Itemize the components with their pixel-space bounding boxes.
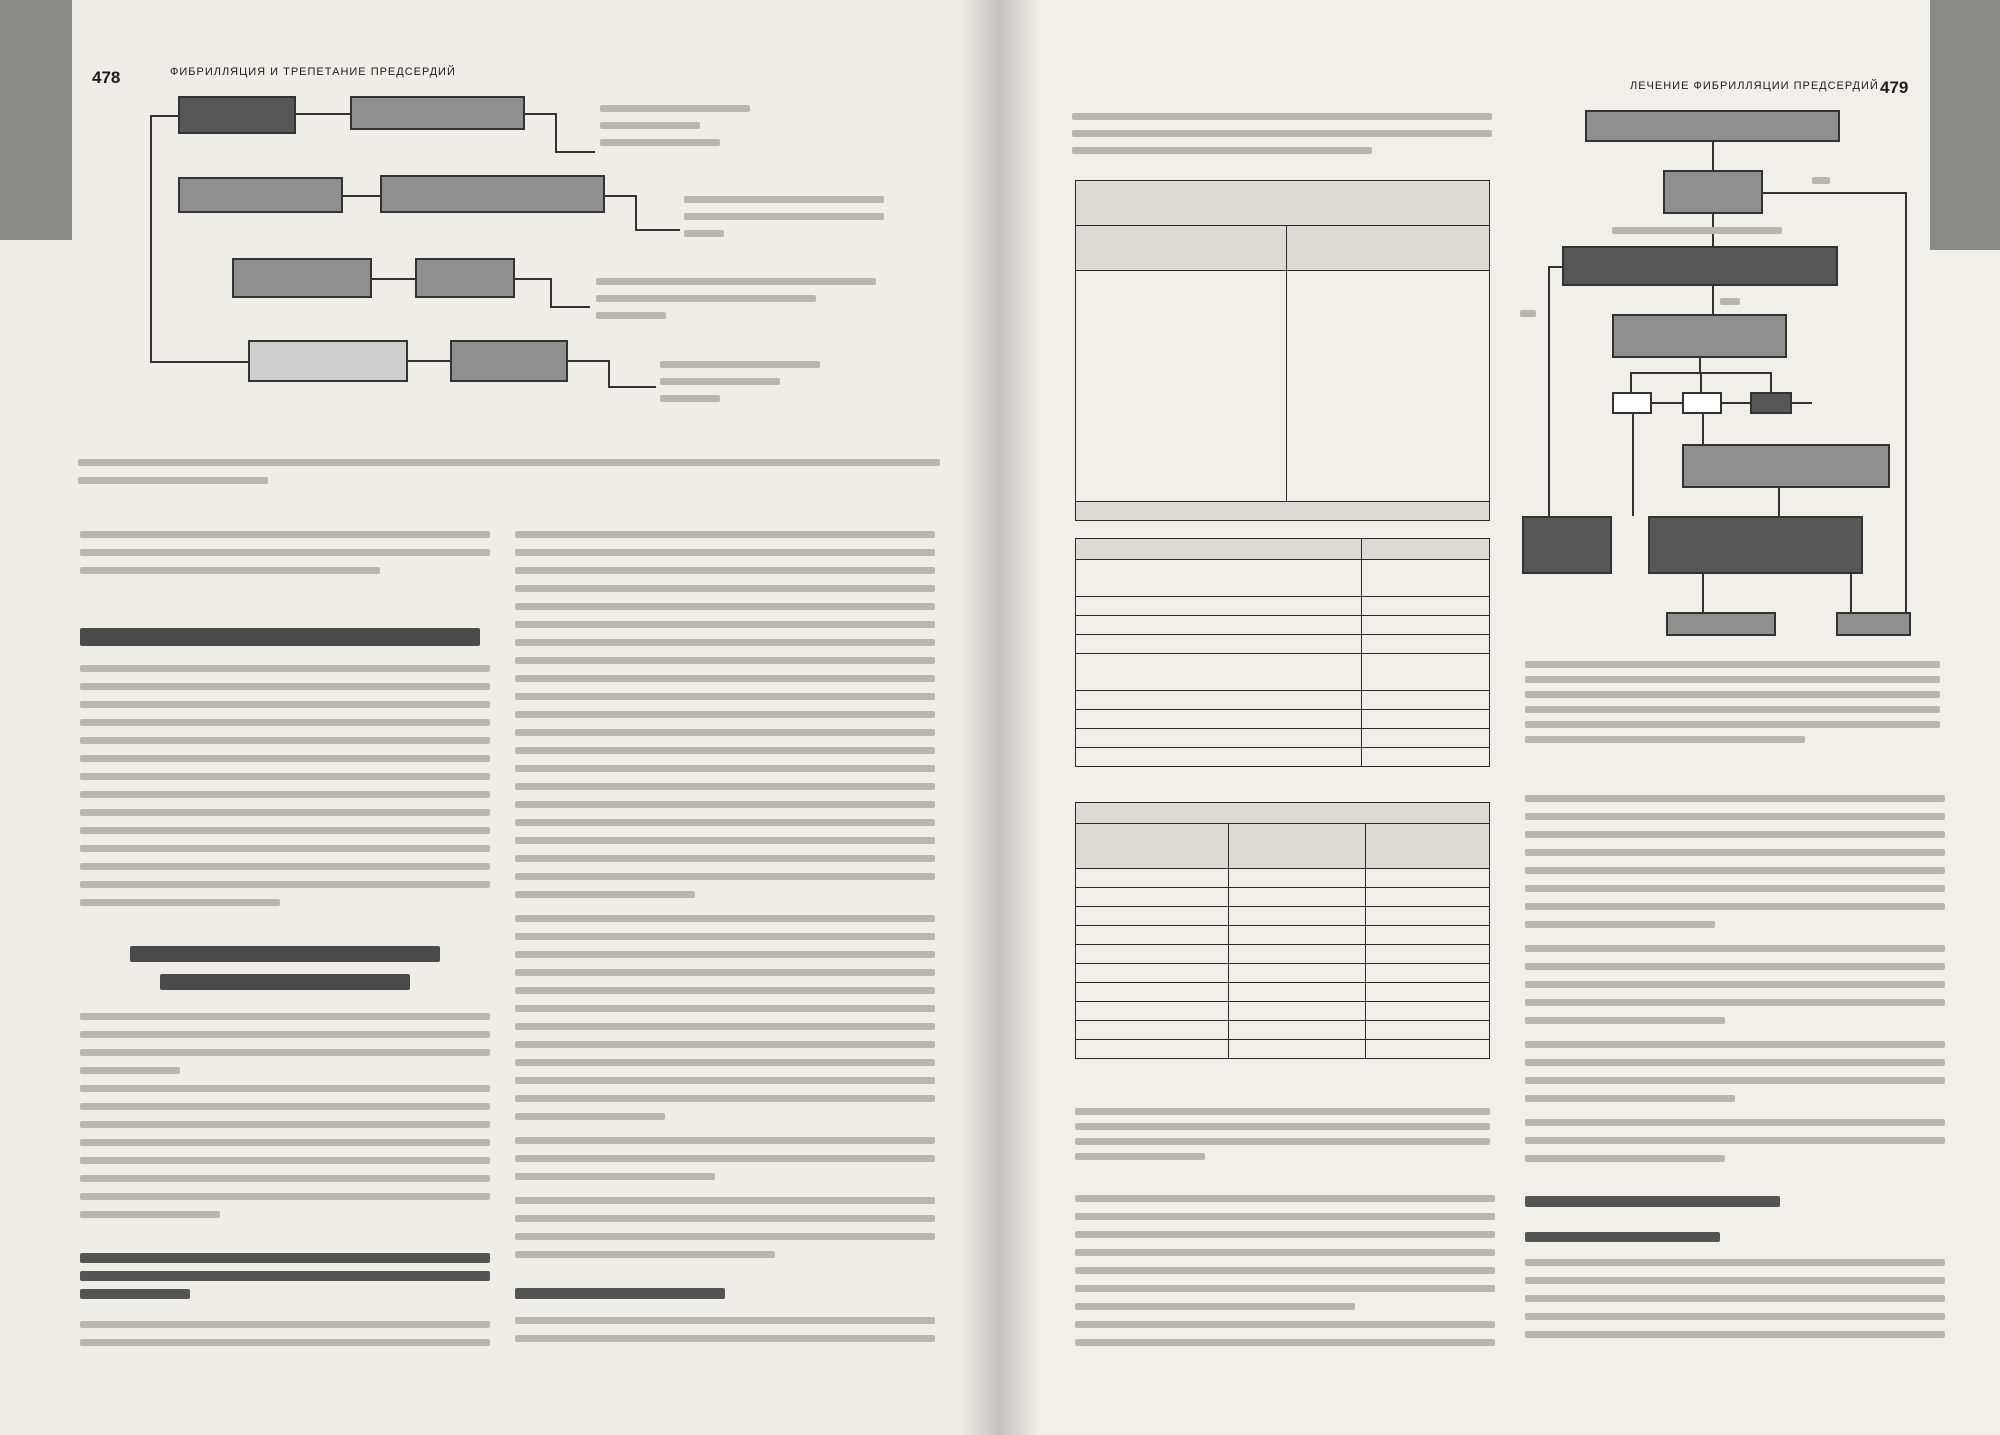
section-title	[80, 620, 490, 655]
algo-node-oral-anticoag	[1682, 444, 1890, 488]
table-cell	[1365, 1021, 1489, 1040]
flow-arrow	[1699, 358, 1701, 372]
flow-arrow	[1712, 142, 1714, 170]
table-cell	[1365, 888, 1489, 907]
table-cell	[1229, 945, 1366, 964]
flow-arrow	[608, 386, 656, 388]
table-cell	[1365, 1040, 1489, 1059]
paragraph	[1525, 792, 1945, 1172]
table-cell	[1076, 1002, 1229, 1021]
flow-output-4	[660, 358, 860, 410]
table-cell	[1076, 945, 1229, 964]
table-cell	[1287, 271, 1490, 502]
table-cell	[1076, 1040, 1229, 1059]
table-cell	[1076, 729, 1362, 748]
algo-node-stroke-risk	[1612, 314, 1787, 358]
flow-arrow	[635, 229, 680, 231]
table-cell	[1365, 926, 1489, 945]
table-cell	[1076, 907, 1229, 926]
table-cell	[1361, 560, 1489, 597]
table-cell	[1229, 983, 1366, 1002]
flow-arrow	[1702, 574, 1704, 612]
paragraph	[515, 1314, 935, 1358]
flow-arrow	[372, 278, 415, 280]
paragraph	[80, 1010, 490, 1240]
table-cell	[1229, 926, 1366, 945]
incidence-table	[1075, 802, 1490, 1059]
table-header	[1076, 803, 1490, 824]
table-header	[1361, 539, 1489, 560]
paragraph	[515, 528, 935, 1268]
page-number: 478	[92, 68, 121, 87]
score-box-1	[1682, 392, 1722, 414]
table-header	[1076, 502, 1490, 521]
book-gutter	[960, 0, 1040, 1435]
table-cell	[1076, 710, 1362, 729]
table-header	[1076, 226, 1287, 271]
flow-arrow	[150, 115, 178, 117]
table-cell	[1229, 907, 1366, 926]
table-cell	[1361, 748, 1489, 767]
flow-arrow	[1630, 372, 1632, 392]
paragraph	[80, 662, 490, 917]
flow-arrow	[1778, 488, 1780, 516]
table-title	[1072, 110, 1492, 160]
flow-box-af	[178, 96, 296, 134]
label-yes-2	[1520, 308, 1545, 320]
table-cell	[1076, 635, 1362, 654]
table-cell	[1076, 983, 1229, 1002]
table-cell	[1365, 964, 1489, 983]
table-header	[1229, 824, 1366, 869]
table-cell	[1365, 945, 1489, 964]
flow-arrow	[150, 361, 248, 363]
table-header	[1076, 824, 1229, 869]
flow-arrow	[1548, 266, 1562, 268]
flow-box-consult	[450, 340, 568, 382]
table-cell	[1365, 983, 1489, 1002]
flow-arrow	[1712, 286, 1714, 314]
table-cell	[1076, 1021, 1229, 1040]
flow-box-af-type	[415, 258, 515, 298]
table-cell	[1076, 869, 1229, 888]
flow-arrow	[555, 113, 557, 153]
table-cell	[1076, 888, 1229, 907]
label-no	[1720, 296, 1750, 308]
flow-arrow	[555, 151, 595, 153]
figure-caption	[78, 455, 940, 491]
table-cell	[1076, 691, 1362, 710]
flow-arrow	[550, 306, 590, 308]
algo-node-valvular	[1663, 170, 1763, 214]
flow-arrow	[343, 195, 380, 197]
table-cell	[1361, 729, 1489, 748]
table-cell	[1365, 907, 1489, 926]
table-cell	[1229, 964, 1366, 983]
algo-node-bleeding-risk	[1648, 516, 1863, 574]
algo-node-af	[1585, 110, 1840, 142]
flow-box-thrombo-risk	[380, 175, 605, 213]
flow-output-2	[684, 193, 894, 245]
flow-arrow	[1792, 402, 1812, 404]
table-header	[1076, 539, 1362, 560]
algo-node-age-lone-af	[1562, 246, 1838, 286]
flow-box-ecg	[350, 96, 525, 130]
table-cell	[1076, 616, 1362, 635]
table-cell	[1076, 271, 1287, 502]
subsection-title	[130, 942, 450, 1002]
paragraph	[1525, 1256, 1945, 1358]
running-head: ЛЕЧЕНИЕ ФИБРИЛЛЯЦИИ ПРЕДСЕРДИЙ	[1630, 80, 1879, 92]
flow-arrow	[1548, 266, 1550, 516]
table-header	[1076, 181, 1490, 226]
risk-score-table	[1075, 538, 1490, 767]
risk-factor-table	[1075, 180, 1490, 521]
label-no-nonvalvular	[1612, 224, 1792, 238]
flow-arrow	[608, 360, 610, 388]
flow-arrow	[1702, 414, 1704, 444]
table-cell	[1229, 1021, 1366, 1040]
table-cell	[1361, 616, 1489, 635]
algo-node-noac	[1666, 612, 1776, 636]
flow-output-3	[596, 275, 886, 327]
flow-arrow	[635, 195, 637, 231]
flow-arrow	[568, 360, 608, 362]
right-page	[1000, 0, 2000, 1435]
chapter-tab	[1930, 0, 2000, 250]
table-cell	[1229, 1040, 1366, 1059]
flow-arrow	[605, 195, 635, 197]
sub-heading	[80, 1250, 490, 1308]
table-cell	[1365, 1002, 1489, 1021]
flow-arrow	[408, 360, 450, 362]
figure-caption	[1525, 658, 1940, 756]
flow-arrow	[515, 278, 550, 280]
flow-box-anticoagulation	[178, 177, 343, 213]
paragraph	[1075, 1192, 1495, 1358]
table-cell	[1076, 748, 1362, 767]
score-box-0	[1612, 392, 1652, 414]
algo-node-no-therapy	[1522, 516, 1612, 574]
table-cell	[1361, 654, 1489, 691]
page-number: 479	[1880, 78, 1909, 97]
flow-box-rate-control	[232, 258, 372, 298]
table-cell	[1365, 869, 1489, 888]
table-header	[1365, 824, 1489, 869]
running-head: ФИБРИЛЛЯЦИЯ И ТРЕПЕТАНИЕ ПРЕДСЕРДИЙ	[170, 66, 456, 78]
table-cell	[1229, 1002, 1366, 1021]
table-cell	[1361, 691, 1489, 710]
flow-arrow	[1722, 402, 1750, 404]
section-title	[1525, 1190, 1945, 1214]
flow-arrow	[1632, 414, 1634, 516]
flow-arrow	[296, 113, 350, 115]
label-yes	[1812, 175, 1842, 187]
table-cell	[1076, 654, 1362, 691]
table-cell	[1076, 926, 1229, 945]
paragraph	[80, 528, 490, 578]
flow-output-1	[600, 102, 780, 154]
table-cell	[1229, 869, 1366, 888]
table-cell	[1076, 560, 1362, 597]
flow-arrow	[1905, 192, 1907, 612]
table-cell	[1361, 635, 1489, 654]
flow-arrow	[1850, 574, 1852, 612]
table-header	[1287, 226, 1490, 271]
table-cell	[1361, 597, 1489, 616]
flow-box-underlying-disease	[248, 340, 408, 382]
chapter-tab	[0, 0, 72, 240]
table-cell	[1361, 710, 1489, 729]
table-note	[1075, 1105, 1490, 1165]
table-cell	[1076, 597, 1362, 616]
algo-node-vka	[1836, 612, 1911, 636]
score-box-2-plus	[1750, 392, 1792, 414]
flow-arrow	[550, 278, 552, 308]
flow-arrow	[1652, 402, 1682, 404]
paragraph	[80, 1318, 490, 1358]
flow-arrow	[525, 113, 555, 115]
sub-heading	[515, 1282, 935, 1306]
flow-arrow	[1700, 372, 1702, 392]
sub-heading	[1525, 1226, 1945, 1248]
table-cell	[1076, 964, 1229, 983]
flow-arrow	[1763, 192, 1905, 194]
table-cell	[1229, 888, 1366, 907]
flow-arrow	[1770, 372, 1772, 392]
flow-arrow	[150, 115, 152, 363]
